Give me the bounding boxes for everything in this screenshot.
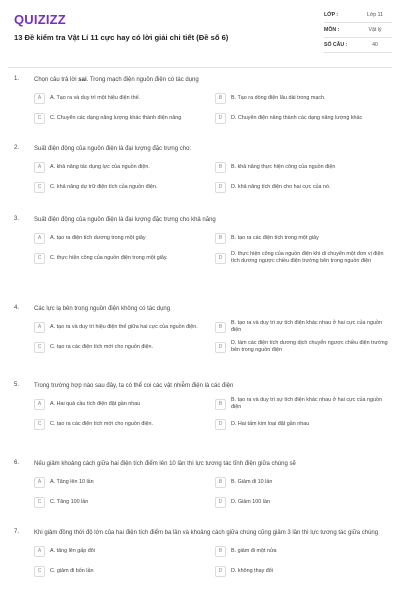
answer-option-b[interactable]	[215, 474, 388, 490]
option-letter-box: A	[34, 233, 45, 244]
option-letter-box: D	[215, 113, 226, 124]
page-title: 13 Đề kiểm tra Vật Lí 11 cực hay có lời giải chi tiết (Đề số 6)	[14, 33, 229, 42]
question-number: 1.	[14, 76, 20, 82]
option-text: B. Tạo ra dòng điện lâu dài trong mạch.	[231, 94, 326, 101]
question-item	[0, 145, 400, 195]
answer-options	[34, 90, 388, 126]
answer-options	[34, 396, 388, 432]
option-text: C. giảm đi bốn lần	[50, 567, 94, 574]
header-divider	[8, 67, 392, 68]
question-text	[34, 216, 388, 224]
option-text: C. Tăng 100 lần	[50, 498, 89, 505]
option-letter-box: C	[34, 419, 45, 430]
option-letter-box: C	[34, 253, 45, 264]
option-text: D. thực hiện công của nguồn điện khi di chuyển một đơn vị điện tích dương ngược chiều điện trường bên trong nguồn điện	[231, 251, 384, 264]
option-text: A. Tăng lên 10 lần	[50, 478, 94, 485]
option-text: B. tạo ra và duy trì sự tích điện khác nhau ở hai cực của nguồn điện	[231, 320, 382, 333]
answer-option-b[interactable]	[215, 90, 388, 106]
option-text: A. tăng lên gấp đôi	[50, 547, 95, 554]
answer-options	[34, 319, 388, 355]
answer-options	[34, 474, 388, 510]
question-text-part: Trong trường hợp nào sau đây, ta có thể coi các vật nhiễm điện là các điện	[34, 383, 234, 389]
answer-option-b[interactable]	[215, 543, 388, 559]
answer-option-a[interactable]	[34, 90, 207, 106]
answer-option-c[interactable]	[34, 416, 207, 432]
option-letter-box: B	[215, 93, 226, 104]
option-letter-box: C	[34, 566, 45, 577]
option-letter-box: B	[215, 162, 226, 173]
question-item	[0, 76, 400, 126]
quizizz-logo: QUIZIZZ	[14, 12, 66, 27]
answer-option-a[interactable]	[34, 230, 207, 246]
answer-options	[34, 159, 388, 195]
option-text: B. khả năng thực hiện công của nguồn điện	[231, 163, 336, 170]
option-letter-box: B	[215, 477, 226, 488]
question-item	[0, 216, 400, 266]
answer-option-a[interactable]	[34, 159, 207, 175]
answer-option-c[interactable]	[34, 179, 207, 195]
answer-option-a[interactable]	[34, 543, 207, 559]
answer-option-d[interactable]	[215, 250, 388, 266]
question-number: 4.	[14, 305, 20, 311]
meta-label: MÔN :	[324, 27, 340, 33]
option-text: C. tạo ra các điện tích mới cho nguồn điện.	[50, 420, 154, 427]
answer-option-d[interactable]	[215, 339, 388, 355]
option-letter-box: D	[215, 182, 226, 193]
option-text: A. Hai quả cầu tích điện đặt gần nhau	[50, 400, 141, 407]
question-text-part: Nếu giảm khoảng cách giữa hai điện tích điểm lên 10 lần thì lực tương tác tĩnh điện giữa chúng sẽ	[34, 461, 296, 467]
meta-row-class	[324, 8, 392, 23]
option-letter-box: B	[215, 233, 226, 244]
answer-option-d[interactable]	[215, 416, 388, 432]
question-item	[0, 529, 400, 579]
question-text	[34, 382, 388, 390]
option-text: D. Hai tấm kim loại đặt gần nhau	[231, 420, 310, 427]
option-text: B. Giảm đi 10 lần	[231, 478, 273, 485]
option-text: C. tạo ra các điện tích mới cho nguồn điện.	[50, 343, 154, 350]
meta-label: LỚP :	[324, 12, 339, 18]
answer-option-c[interactable]	[34, 110, 207, 126]
meta-label: SỐ CÂU :	[324, 42, 348, 48]
question-text	[34, 529, 388, 537]
question-number: 2.	[14, 145, 20, 151]
meta-row-count	[324, 38, 392, 53]
question-item	[0, 382, 400, 432]
answer-option-d[interactable]	[215, 110, 388, 126]
answer-option-b[interactable]	[215, 159, 388, 175]
option-letter-box: C	[34, 113, 45, 124]
option-text: A. khả năng tác dụng lực của nguồn điện.	[50, 163, 150, 170]
answer-option-d[interactable]	[215, 563, 388, 579]
question-text-part: Suất điện động của nguồn điện là đại lượng đặc trưng cho:	[34, 146, 192, 152]
option-text: B. giảm đi một nửa	[231, 547, 277, 554]
option-letter-box: A	[34, 546, 45, 557]
answer-options	[34, 543, 388, 579]
question-text-part: Chọn câu trả lời	[34, 77, 79, 83]
question-text	[34, 305, 388, 313]
answer-option-d[interactable]	[215, 494, 388, 510]
option-text: D. Giảm 100 lần	[231, 498, 270, 505]
option-letter-box: A	[34, 477, 45, 488]
option-text: D. không thay đổi	[231, 567, 273, 574]
option-letter-box: C	[34, 342, 45, 353]
question-number: 5.	[14, 382, 20, 388]
option-text: A. tạo ra điện tích dương trong một giây	[50, 234, 146, 241]
option-letter-box: A	[34, 322, 45, 333]
question-number: 7.	[14, 529, 20, 535]
option-text: B. tạo ra các điện tích trong một giây	[231, 234, 319, 241]
question-text-part: . Trong mạch điện nguồn điện có tác dụng	[86, 77, 199, 83]
option-letter-box: C	[34, 182, 45, 193]
option-text: D. Chuyển điện năng thành các dạng năng lượng khác	[231, 114, 363, 121]
option-letter-box: A	[34, 399, 45, 410]
option-letter-box: D	[215, 342, 226, 353]
question-text-emphasis: sai	[78, 77, 87, 83]
question-text	[34, 145, 388, 153]
option-letter-box: D	[215, 566, 226, 577]
option-letter-box: B	[215, 546, 226, 557]
answer-option-c[interactable]	[34, 339, 207, 355]
meta-row-subject	[324, 23, 392, 38]
answer-option-c[interactable]	[34, 563, 207, 579]
question-text-part: Các lực lạ bên trong nguồn điện không có tác dụng	[34, 306, 171, 312]
question-text-part: Khi giảm đồng thời độ lớn của hai điện tích điểm ba lần và khoảng cách giữa chúng cũng giảm 3 lần thì lực tương tác giữa chúng	[34, 530, 379, 536]
question-item	[0, 305, 400, 355]
meta-value: Vật lý	[368, 27, 382, 33]
question-text	[34, 76, 388, 84]
page-header	[0, 0, 400, 62]
option-text: A. Tạo ra và duy trì một hiệu điện thế.	[50, 94, 141, 101]
answer-option-a[interactable]	[34, 319, 207, 335]
option-text: C. khả năng dự trữ điện tích của nguồn điện.	[50, 183, 158, 190]
option-text: C. thực hiện công của nguồn điện trong một giây.	[50, 254, 168, 261]
question-text-part: Suất điện động của nguồn điện là đại lượng đặc trưng cho khả năng	[34, 217, 216, 223]
answer-option-c[interactable]	[34, 250, 207, 266]
option-letter-box: A	[34, 93, 45, 104]
option-letter-box: D	[215, 253, 226, 264]
option-letter-box: B	[215, 322, 226, 333]
answer-option-c[interactable]	[34, 494, 207, 510]
answer-option-a[interactable]	[34, 396, 207, 412]
answer-option-d[interactable]	[215, 179, 388, 195]
option-text: B. tạo ra và duy trì sự tích điện khác nhau ở hai cực của nguồn điện	[231, 397, 382, 410]
option-letter-box: B	[215, 399, 226, 410]
meta-value: 40	[372, 42, 378, 48]
option-letter-box: C	[34, 497, 45, 508]
answer-option-b[interactable]	[215, 230, 388, 246]
meta-table	[324, 8, 392, 53]
answer-option-b[interactable]	[215, 319, 388, 335]
answer-option-a[interactable]	[34, 474, 207, 490]
question-text	[34, 460, 388, 468]
option-text: D. khả năng tích điện cho hai cực của nó.	[231, 183, 331, 190]
option-letter-box: A	[34, 162, 45, 173]
option-text: A. tạo ra và duy trì hiệu điện thế giữa hai cực của nguồn điện.	[50, 323, 198, 330]
question-number: 3.	[14, 216, 20, 222]
meta-value: Lớp 11	[367, 12, 383, 18]
option-text: D. làm các điện tích dương dịch chuyển ngược chiều điện trường bên trong nguồn điện	[231, 340, 388, 353]
option-letter-box: D	[215, 419, 226, 430]
question-item	[0, 460, 400, 510]
option-text: C. Chuyển các dạng năng lượng khác thành điện năng	[50, 114, 182, 121]
option-letter-box: D	[215, 497, 226, 508]
answer-option-b[interactable]	[215, 396, 388, 412]
question-number: 6.	[14, 460, 20, 466]
answer-options	[34, 230, 388, 266]
